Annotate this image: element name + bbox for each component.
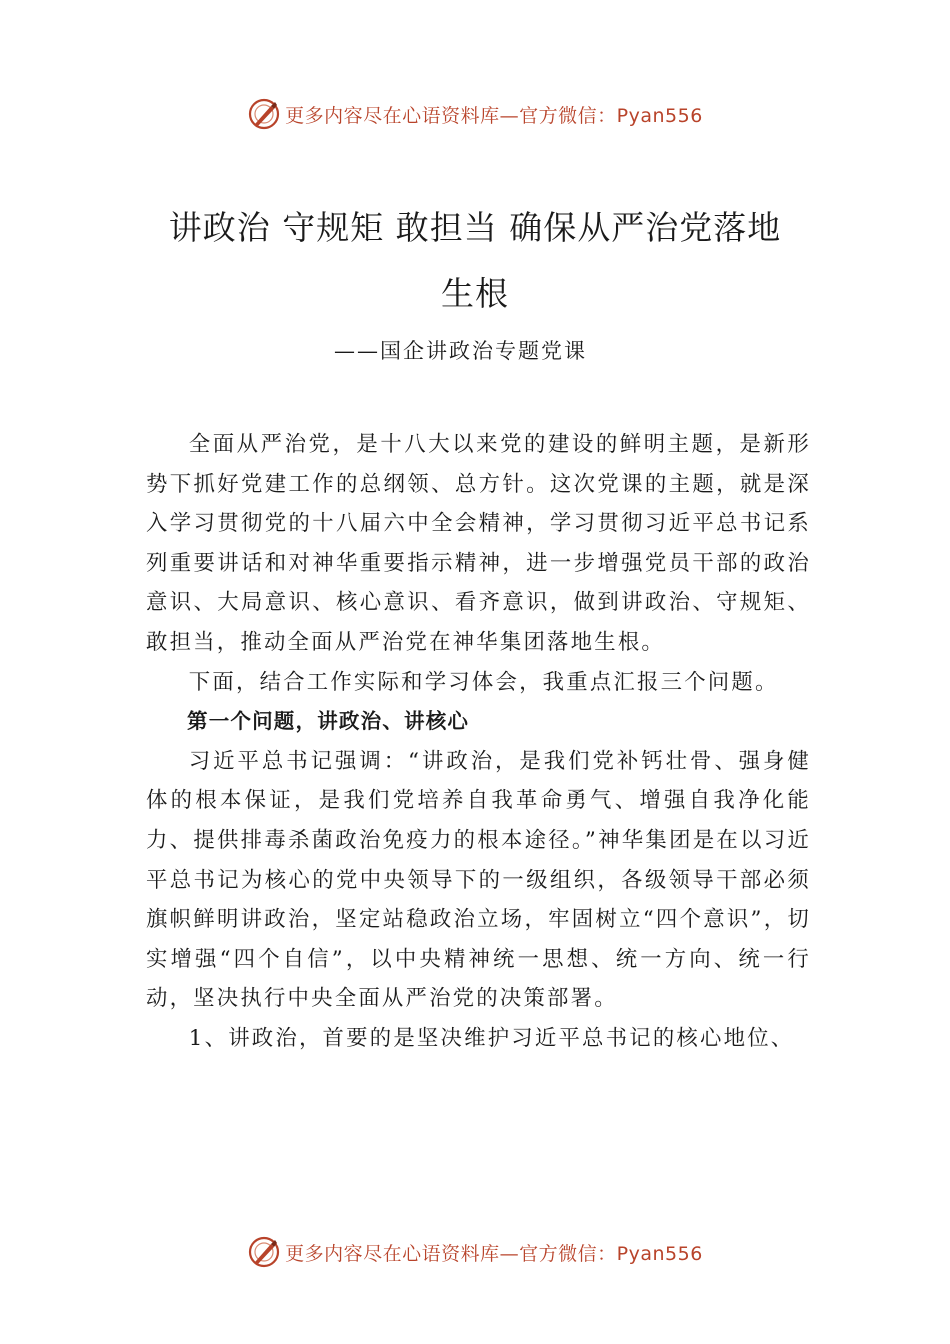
wechat-account: Pyan556 (616, 1242, 703, 1265)
header-banner (0, 94, 950, 134)
document-subtitle: ——国企讲政治专题党课 (334, 339, 587, 363)
footer-banner (0, 1232, 950, 1272)
document-body (146, 425, 811, 1059)
paragraph: 1、讲政治，首要的是坚决维护习近平总书记的核心地位、 (188, 1025, 795, 1051)
paragraph: 习近平总书记强调：“讲政治，是我们党补钙壮骨、强身健体的根本保证，是我们党培养自我革命勇气、增强自我净化能力、提供排毒杀菌政治免疫力的根本途径。”神华集团是在以习近平总书记为核心的党中央领导下的一级组织，各级领导干部必须旗帜鲜明讲政治，坚定站稳政治立场，牢固树立“四个意识”，切实增强“四个自信”，以中央精神统一思想、统一方向、统一行动，坚决执行中央全面从严治党的决策部署。 (146, 748, 811, 1012)
banner-text: 更多内容尽在心语资料库—官方微信：Pyan556 (285, 104, 703, 127)
document-title (100, 195, 850, 327)
paragraph: 下面，结合工作实际和学习体会，我重点汇报三个问题。 (188, 669, 779, 695)
section-heading: 第一个问题，讲政治、讲核心 (187, 709, 470, 734)
pen-logo-icon (247, 1235, 281, 1269)
title-line-2: 生根 (441, 274, 509, 313)
pen-logo-icon (247, 97, 281, 131)
title-line-1: 讲政治 守规矩 敢担当 确保从严治党落地 (168, 208, 782, 247)
wechat-account: Pyan556 (616, 104, 703, 127)
paragraph: 全面从严治党，是十八大以来党的建设的鲜明主题，是新形势下抓好党建工作的总纲领、总方针。这次党课的主题，就是深入学习贯彻党的十八届六中全会精神，学习贯彻习近平总书记系列重要讲话和对神华重要指示精神，进一步增强党员干部的政治意识、大局意识、核心意识、看齐意识，做到讲政治、守规矩、敢担当，推动全面从严治党在神华集团落地生根。 (146, 432, 811, 655)
banner-text: 更多内容尽在心语资料库—官方微信：Pyan556 (285, 1242, 703, 1265)
